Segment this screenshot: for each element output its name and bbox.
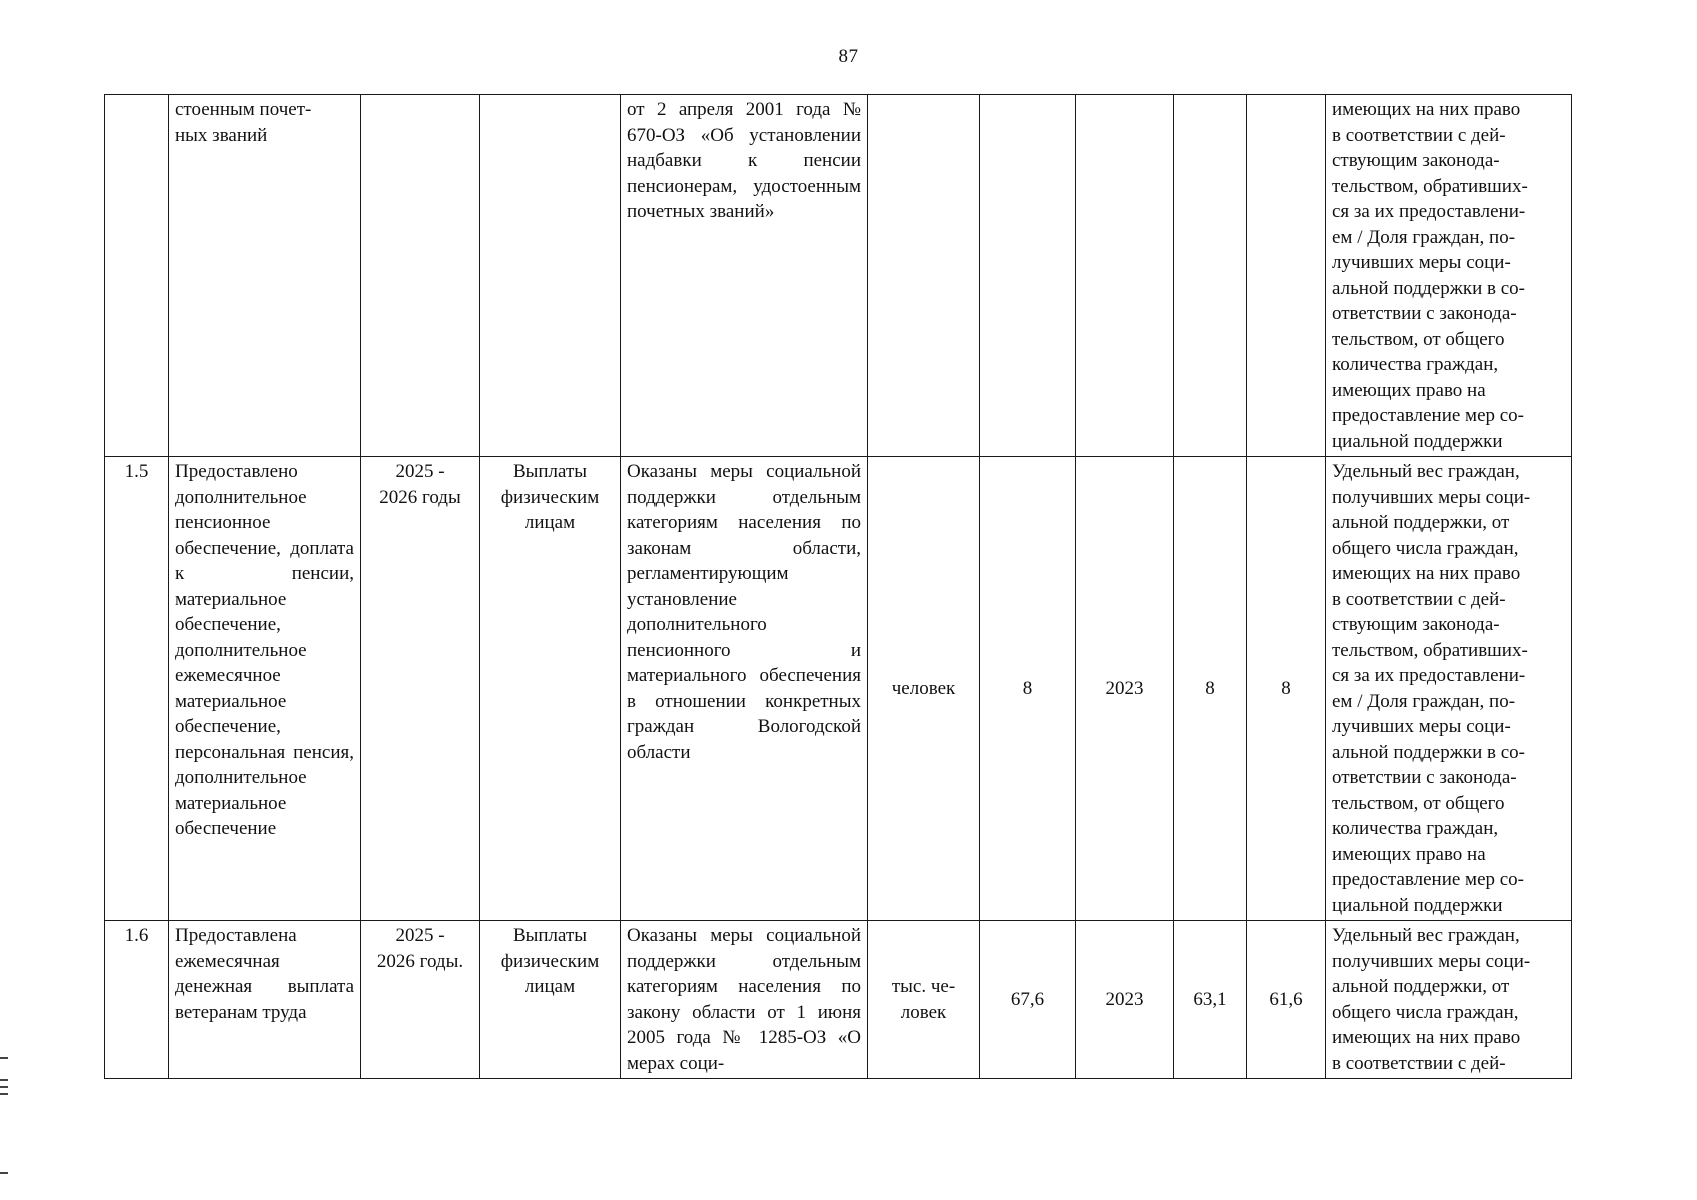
indicator-cell: Удельный вес граждан, получивших меры соци- альной поддержки, от общего числа граждан, имеющих на них право в соответствии с дей- ствующим законода- тельством, обративших- ся за их предоставлени- ем / Доля граждан, по- лучивших меры соци- альной поддержки в со- ответствии с законода- тельством, от общего количества граждан, имеющих право на предоставление мер со- циальной поддержки — [1326, 457, 1572, 921]
base-year-cell: 2023 — [1076, 921, 1174, 1079]
value-2026-cell — [1247, 95, 1326, 457]
value-2026-cell: 61,6 — [1247, 921, 1326, 1079]
period-cell — [361, 95, 480, 457]
unit-cell — [868, 95, 980, 457]
unit-cell: тыс. че- ловек — [868, 921, 980, 1079]
result-cell: Оказаны меры социальной поддержки отдельным категориям населения по законам области, регламентирующим установление дополнительного пенсионного и материального обеспечения в отношении конкретных граждан Вологодской области — [621, 457, 868, 921]
row-number-cell: 1.6 — [105, 921, 169, 1079]
value-2025-cell: 8 — [1174, 457, 1247, 921]
scan-margin-mark — [0, 1079, 8, 1081]
measure-name-cell: Предоставлено дополнительное пенсионное обеспечение, доплата к пенсии, материальное обеспечение, дополнительное ежемесячное материальное обеспечение, персональная пенсия, дополнительное материальное обеспечение — [169, 457, 361, 921]
value-cell: 8 — [980, 457, 1076, 921]
period-cell: 2025 - 2026 годы. — [361, 921, 480, 1079]
scan-margin-mark — [0, 1057, 8, 1059]
type-cell: Выплаты физическим лицам — [480, 921, 621, 1079]
period-cell: 2025 - 2026 годы — [361, 457, 480, 921]
indicator-cell: имеющих на них право в соответствии с дей- ствующим законода- тельством, обративших- ся за их предоставлени- ем / Доля граждан, по- лучивших меры соци- альной поддержки в со- ответствии с законода- тельством, от общего количества граждан, имеющих право на предоставление мер со- циальной поддержки — [1326, 95, 1572, 457]
value-2026-cell: 8 — [1247, 457, 1326, 921]
base-year-cell — [1076, 95, 1174, 457]
scan-margin-mark — [0, 1093, 8, 1095]
value-2025-cell: 63,1 — [1174, 921, 1247, 1079]
measure-name-cell: Предоставлена ежемесячная денежная выплата ветеранам труда — [169, 921, 361, 1079]
result-cell: от 2 апреля 2001 года № 670-ОЗ «Об установлении надбавки к пенсии пенсионерам, удостоенным почетных званий» — [621, 95, 868, 457]
value-cell — [980, 95, 1076, 457]
scan-margin-mark — [0, 1086, 8, 1088]
type-cell — [480, 95, 621, 457]
table-row — [105, 921, 1572, 1079]
row-number-cell — [105, 95, 169, 457]
table-row — [105, 95, 1572, 457]
value-2025-cell — [1174, 95, 1247, 457]
result-cell: Оказаны меры социальной поддержки отдельным категориям населения по закону области от 1 июня 2005 года № 1285-ОЗ «О мерах соци- — [621, 921, 868, 1079]
table-row — [105, 457, 1572, 921]
indicator-cell: Удельный вес граждан, получивших меры соци- альной поддержки, от общего числа граждан, имеющих на них право в соответствии с дей- — [1326, 921, 1572, 1079]
value-cell: 67,6 — [980, 921, 1076, 1079]
unit-cell: человек — [868, 457, 980, 921]
page-number: 87 — [838, 46, 859, 67]
measures-table — [104, 94, 1572, 1079]
row-number-cell: 1.5 — [105, 457, 169, 921]
type-cell: Выплаты физическим лицам — [480, 457, 621, 921]
measure-name-cell: стоенным почет- ных званий — [169, 95, 361, 457]
scan-margin-mark — [0, 1172, 8, 1174]
base-year-cell: 2023 — [1076, 457, 1174, 921]
